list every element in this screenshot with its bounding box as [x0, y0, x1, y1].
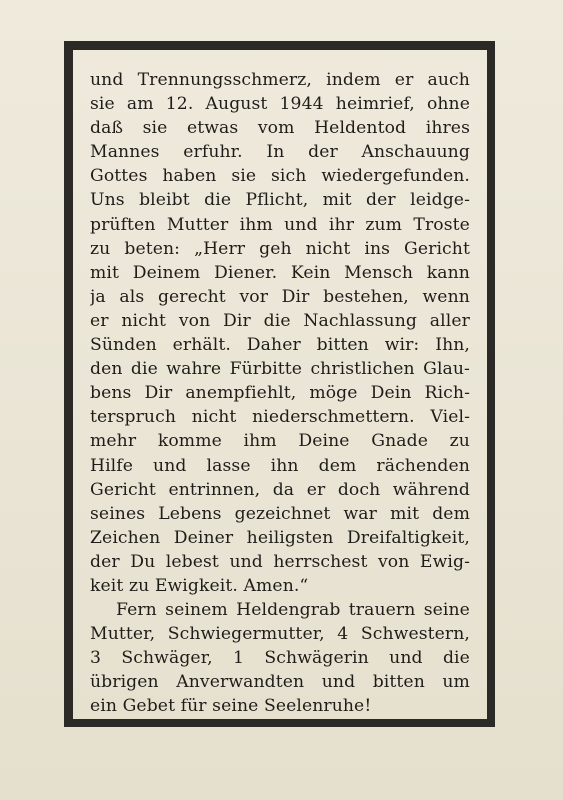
text-word: Mensch — [344, 262, 414, 283]
text-word: 1944 — [279, 94, 324, 115]
text-word: heiligsten — [246, 527, 334, 548]
text-line — [90, 550, 470, 574]
text-word: August — [205, 94, 268, 115]
text-word: lasse — [206, 455, 251, 476]
text-word: Rich- — [424, 383, 470, 404]
text-word: ins — [364, 238, 391, 259]
text-word: den — [90, 359, 123, 380]
text-word: möge — [309, 383, 358, 404]
text-word: Gottes — [90, 166, 148, 187]
text-line — [90, 237, 470, 261]
text-word: kann — [426, 262, 470, 283]
text-word: ihm — [243, 431, 277, 452]
text-word: sie — [142, 118, 168, 139]
text-word: komme — [157, 431, 222, 452]
text-word: bestehen, — [323, 286, 409, 307]
text-word: leidge- — [410, 190, 470, 211]
text-word: gezeichnet — [234, 503, 331, 524]
text-word: Schwiegermutter, — [167, 624, 325, 645]
text-line — [90, 333, 470, 357]
text-word: geh — [259, 238, 292, 259]
text-word: vom — [257, 118, 295, 139]
text-word: der — [366, 190, 396, 211]
text-word: Dir — [144, 383, 173, 404]
text-word: doch — [337, 479, 381, 500]
text-line — [90, 405, 470, 429]
text-word: auch — [427, 70, 470, 90]
text-word: er — [90, 310, 109, 331]
text-word: nicht — [305, 238, 351, 259]
text-word: er — [394, 70, 414, 90]
text-word: Hilfe — [90, 455, 134, 476]
text-word: und — [321, 672, 356, 693]
text-word: daß — [90, 118, 124, 139]
text-word: Fern — [116, 600, 157, 621]
text-line — [90, 454, 470, 478]
text-word: der — [90, 551, 120, 572]
text-word: ja — [90, 286, 106, 307]
text-line — [90, 92, 470, 116]
text-word: mit — [90, 262, 120, 283]
text-word: ihn — [270, 455, 299, 476]
text-word: „Herr — [194, 238, 246, 259]
text-word: von — [178, 310, 211, 331]
text-word: 12. — [165, 94, 194, 115]
text-word: herrschest — [273, 551, 368, 572]
text-word: die — [263, 310, 291, 331]
text-word: seines — [90, 503, 146, 524]
text-word: Ihn, — [435, 335, 470, 356]
text-word: Schwägerin — [264, 648, 369, 669]
text-line — [90, 357, 470, 381]
text-line — [90, 429, 470, 453]
text-word: wenn — [422, 286, 470, 307]
text-word: indem — [326, 70, 381, 90]
text-word: haben — [162, 166, 217, 187]
text-word: Gericht — [404, 238, 470, 259]
text-word: ihr — [328, 214, 355, 235]
text-word: wir: — [384, 335, 420, 356]
text-word: Uns — [90, 190, 125, 211]
text-line — [90, 285, 470, 309]
text-line — [90, 309, 470, 333]
text-word: mit — [390, 503, 420, 524]
text-word: sich — [271, 166, 307, 187]
text-word: Deinem — [132, 262, 201, 283]
text-word: Dir — [223, 310, 251, 331]
text-word: Nachlassung — [303, 310, 417, 331]
text-word: Anschauung — [361, 142, 470, 163]
text-word: Glau- — [423, 359, 470, 380]
text-line — [90, 213, 470, 237]
text-line-content: ein Gebet für seine Seelenruhe! — [90, 696, 372, 717]
text-word: von — [377, 551, 410, 572]
text-line — [90, 526, 470, 550]
text-word: und — [389, 648, 423, 669]
text-word: übrigen — [90, 672, 159, 693]
text-word: die — [204, 190, 232, 211]
text-word: niederschmettern. — [252, 407, 415, 428]
text-word: Gericht — [90, 479, 156, 500]
text-word: ihm — [239, 214, 273, 235]
text-word: am — [126, 94, 154, 115]
text-word: Schwäger, — [121, 648, 213, 669]
text-line — [90, 116, 470, 140]
text-line — [90, 188, 470, 212]
text-word: Schwestern, — [360, 624, 470, 645]
text-word: Deine — [298, 431, 350, 452]
text-word: wahre — [166, 359, 222, 380]
text-word: Mannes — [90, 142, 160, 163]
text-word: und — [229, 551, 263, 572]
text-line — [90, 502, 470, 526]
text-word: Pflicht, — [245, 190, 309, 211]
text-line — [90, 622, 470, 646]
text-word: wiedergefunden. — [321, 166, 470, 187]
text-word: der — [308, 142, 338, 163]
text-word: Viel- — [430, 407, 470, 428]
text-word: seinem — [165, 600, 228, 621]
text-word: entrinnen, — [168, 479, 261, 500]
text-line — [90, 598, 470, 622]
text-word: lebest — [165, 551, 219, 572]
text-word: Diener. — [213, 262, 278, 283]
text-word: Heldentod — [314, 118, 407, 139]
text-word: Kein — [290, 262, 331, 283]
text-word: Dreifaltigkeit, — [346, 527, 470, 548]
text-word: nicht — [191, 407, 237, 428]
text-line-content: keit zu Ewigkeit. Amen.“ — [90, 575, 309, 596]
text-line — [90, 646, 470, 670]
text-word: Lebens — [158, 503, 222, 524]
text-word: bens — [90, 383, 132, 404]
text-word: christlichen — [310, 359, 415, 380]
text-word: als — [119, 286, 145, 307]
text-line — [90, 164, 470, 188]
text-word: vor — [239, 286, 269, 307]
text-word: In — [266, 142, 285, 163]
text-line — [90, 381, 470, 405]
text-word: prüften — [90, 214, 156, 235]
text-word: Du — [130, 551, 156, 572]
text-word: Anverwandten — [176, 672, 305, 693]
text-word: 4 — [337, 624, 349, 645]
text-word: um — [442, 672, 470, 693]
text-word: trauern — [348, 600, 416, 621]
text-word: erfuhr. — [183, 142, 243, 163]
memorial-text — [90, 68, 470, 719]
text-word: dem — [432, 503, 470, 524]
text-word: etwas — [186, 118, 239, 139]
text-line — [90, 694, 470, 718]
text-word: Deiner — [173, 527, 234, 548]
text-line — [90, 68, 470, 92]
text-word: mit — [322, 190, 352, 211]
text-word: zu — [90, 238, 111, 259]
text-word: gerecht — [157, 286, 226, 307]
text-line — [90, 574, 470, 598]
text-word: Ewig- — [419, 551, 470, 572]
text-word: Heldengrab — [236, 600, 341, 621]
text-word: die — [442, 648, 470, 669]
text-word: zu — [449, 431, 470, 452]
text-word: Gnade — [371, 431, 428, 452]
text-word: Fürbitte — [229, 359, 303, 380]
text-word: war — [343, 503, 377, 524]
text-word: 1 — [233, 648, 245, 669]
text-word: mehr — [90, 431, 137, 452]
text-word: Troste — [413, 214, 470, 235]
text-word: Mutter, — [90, 624, 156, 645]
text-word: Dir — [281, 286, 310, 307]
text-word: terspruch — [90, 407, 176, 428]
text-word: seine — [423, 600, 470, 621]
text-word: bitten — [372, 672, 425, 693]
text-word: erhält. — [172, 335, 231, 356]
text-word: er — [306, 479, 326, 500]
text-word: und — [90, 70, 124, 90]
text-word: heimrief, — [335, 94, 415, 115]
text-word: sie — [231, 166, 257, 187]
text-line — [90, 670, 470, 694]
text-word: zum — [365, 214, 403, 235]
text-word: Daher — [246, 335, 301, 356]
text-word: rächenden — [376, 455, 470, 476]
text-line — [90, 261, 470, 285]
text-word: bleibt — [139, 190, 190, 211]
text-word: Sünden — [90, 335, 157, 356]
text-word: während — [392, 479, 470, 500]
text-word: Mutter — [166, 214, 229, 235]
text-word: anempfiehlt, — [185, 383, 297, 404]
text-word: aller — [429, 310, 470, 331]
text-line — [90, 140, 470, 164]
text-line — [90, 478, 470, 502]
text-word: ihres — [425, 118, 470, 139]
text-word: die — [130, 359, 158, 380]
text-word: da — [272, 479, 295, 500]
text-word: Dein — [370, 383, 412, 404]
text-word: nicht — [121, 310, 167, 331]
text-word: sie — [90, 94, 115, 115]
text-word: beten: — [124, 238, 181, 259]
text-word: dem — [318, 455, 357, 476]
text-word: Zeichen — [90, 527, 161, 548]
text-word: und — [284, 214, 318, 235]
text-word: ohne — [426, 94, 470, 115]
text-word: Trennungsschmerz, — [137, 70, 312, 90]
text-word: 3 — [90, 648, 102, 669]
text-word: und — [153, 455, 187, 476]
text-word: bitten — [316, 335, 369, 356]
